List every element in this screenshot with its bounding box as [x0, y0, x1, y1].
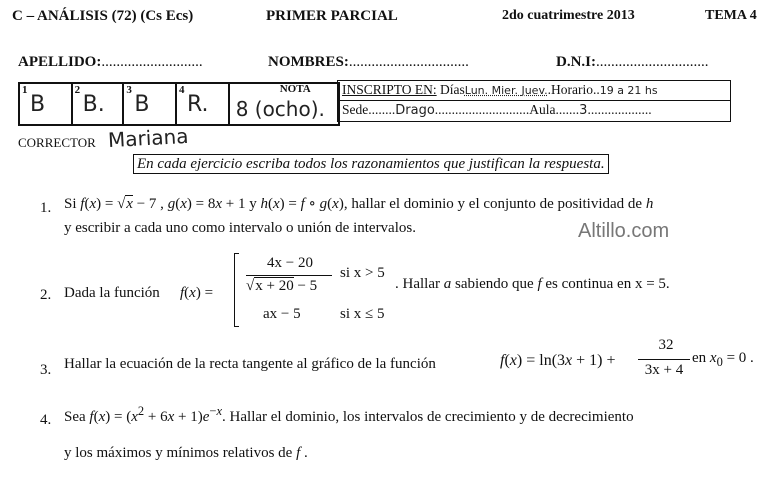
- exercise-3-numerator: 32: [658, 337, 674, 353]
- exercise-4-number: 4.: [40, 412, 52, 428]
- exercise-3-tail: en $x_0 = 0$ .: [692, 350, 754, 369]
- sede-value: Drago: [395, 103, 435, 118]
- grades-box: [18, 82, 340, 126]
- nombres-label: NOMBRES:: [268, 54, 349, 70]
- grade-number: 3: [126, 84, 132, 96]
- nombres-field: [268, 54, 469, 71]
- inscripto-row-1: INSCRIPTO EN: DíasLun. Mier. Juev..Horario..19 a 21 hs: [342, 82, 658, 97]
- watermark: Altillo.com: [578, 220, 670, 242]
- nota-cell: [230, 84, 338, 124]
- piecewise-brace: [234, 253, 239, 327]
- horario-value: 19 a 21 hs: [599, 84, 658, 97]
- exercise-2-number: 2.: [40, 287, 52, 303]
- exercise-3-fraction-bar: [638, 359, 690, 360]
- exercise-2-condition-2: si x ≤ 5: [340, 306, 385, 322]
- exercise-3-number: 3.: [40, 362, 52, 378]
- grade-mark: B.: [82, 92, 105, 117]
- grade-mark: B: [30, 92, 46, 117]
- apellido-field: [18, 54, 203, 71]
- grade-number: 2: [74, 84, 81, 96]
- exercise-1-tail: , hallar el dominio y el conjunto de positividad de: [343, 196, 643, 212]
- den-tail: − 5: [293, 278, 318, 294]
- grade-number: 4: [179, 84, 185, 96]
- inscripto-row-2: Sede........Drago............................Aula.......3...................: [342, 102, 652, 118]
- tail-a: . Hallar: [395, 276, 440, 292]
- tail-b: sabiendo que: [454, 276, 534, 292]
- e3-tail: en: [692, 350, 707, 366]
- e4-tail: . Hallar el dominio, los intervalos de crecimiento y de decrecimiento: [222, 409, 634, 425]
- exercise-3-denominator: 3x + 4: [644, 362, 684, 378]
- e4-lead: Sea: [64, 409, 86, 425]
- grade-number: 1: [22, 84, 28, 96]
- inscripto-divider: [338, 100, 730, 101]
- exercise-1-line-2: y escribir a cada uno como intervalo o unión de intervalos.: [64, 220, 416, 236]
- grade-mark: R.: [187, 92, 209, 117]
- tema-label: TEMA 4: [705, 8, 757, 23]
- corrector-signature: Mariana: [107, 123, 190, 153]
- inscripto-label: INSCRIPTO EN:: [342, 82, 437, 97]
- exam-term: 2do cuatrimestre 2013: [502, 8, 635, 23]
- dni-dots: ..............................: [596, 54, 709, 70]
- fraction-bar: [246, 275, 332, 276]
- dias-label: Días: [440, 82, 465, 97]
- exercise-4-line-2: y los máximos y mínimos relativos de f .: [64, 445, 308, 461]
- apellido-label: APELLIDO:: [18, 54, 102, 70]
- exercise-1-h: h: [645, 196, 654, 212]
- dni-label: D.N.I:: [556, 54, 596, 70]
- exercise-1-lead: Si: [64, 196, 77, 212]
- grade-mark: B: [134, 92, 150, 117]
- sede-label: Sede: [342, 102, 369, 117]
- aula-label: Aula: [529, 102, 556, 117]
- exercise-3-text: Hallar la ecuación de la recta tangente al gráfico de la función: [64, 356, 436, 372]
- exercise-2-case-2: ax − 5: [263, 306, 301, 322]
- exercise-1-number: 1.: [40, 200, 52, 216]
- tail-d: x = 5.: [634, 276, 670, 292]
- grade-cell-2: [73, 84, 125, 124]
- exam-title: PRIMER PARCIAL: [266, 8, 398, 24]
- dias-value: Lun. Mier. Juev.: [464, 84, 548, 97]
- course-title: C – ANÁLISIS (72) (Cs Ecs): [12, 8, 194, 24]
- nombres-dots: ................................: [348, 54, 469, 70]
- exercise-1-line-1: Si f(x) = √x − 7 , g(x) = 8x + 1 y h(x) = f ∘ g(x), hallar el dominio y el conjunto de positividad de h: [64, 196, 654, 212]
- den-radicand: x + 20: [255, 278, 294, 294]
- instruction-box: En cada ejercicio escriba todos los razonamientos que justifican la respuesta.: [133, 154, 609, 174]
- grade-cell-3: [124, 84, 177, 124]
- tail-c: es continua en: [545, 276, 632, 292]
- apellido-dots: ...........................: [101, 54, 203, 70]
- grade-cell-4: [177, 84, 230, 124]
- exercise-2-condition-1: si x > 5: [340, 265, 385, 281]
- corrector-label: CORRECTOR: [18, 135, 96, 150]
- inscripto-box: [337, 80, 731, 122]
- nota-value: 8 (ocho).: [235, 97, 325, 121]
- e4-line2: y los máximos y mínimos relativos de: [64, 445, 293, 461]
- dni-field: [556, 54, 709, 71]
- exercise-2-tail: . Hallar a sabiendo que f es continua en x = 5.: [395, 276, 670, 292]
- exercise-3-function: f(x) = ln(3x + 1) +: [500, 352, 616, 369]
- exercise-2-fx: f(x) =: [180, 285, 214, 301]
- nota-label: NOTA: [279, 83, 311, 95]
- exercise-4-line-1: Sea $f(x) = (x^2 + 6x + 1)e^{-x}$. Hallar el dominio, los intervalos de crecimiento y de decrecimiento: [64, 404, 634, 425]
- aula-value: 3: [579, 103, 588, 118]
- horario-label: Horario: [550, 82, 593, 97]
- exercise-2-lead: Dada la función: [64, 285, 160, 301]
- exercise-2-numerator: 4x − 20: [267, 255, 313, 271]
- grade-cell-1: [20, 84, 73, 124]
- exercise-2-denominator: √x + 20 − 5: [246, 278, 318, 294]
